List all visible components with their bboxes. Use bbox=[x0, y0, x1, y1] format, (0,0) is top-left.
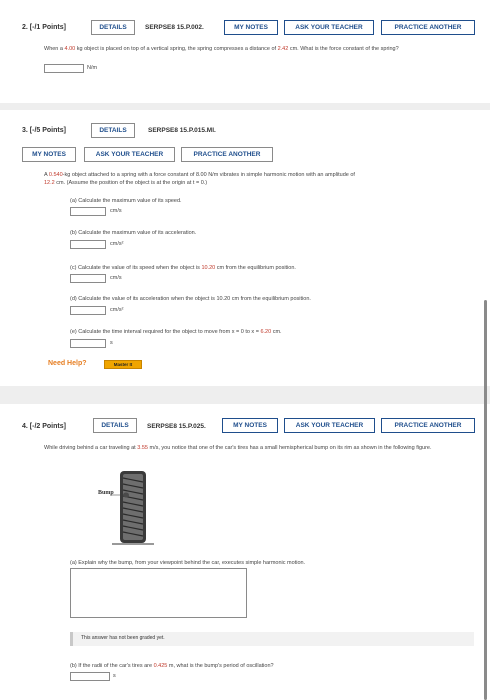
question-text-part: -kg object attached to a spring with a force constant of 8.00 N/m vibrates in simple harmonic motion with an amplitude of bbox=[62, 172, 355, 178]
question-code: SERPSE8 15.P.025. bbox=[147, 423, 206, 430]
not-graded-notice: This answer has not been graded yet. bbox=[70, 632, 474, 646]
radius-value: 0.425 bbox=[153, 663, 168, 669]
my-notes-button[interactable]: MY NOTES bbox=[222, 418, 278, 433]
details-button[interactable]: DETAILS bbox=[91, 20, 135, 35]
tire-icon bbox=[92, 468, 162, 548]
practice-another-button[interactable]: PRACTICE ANOTHER bbox=[181, 147, 273, 162]
speed-value: 3.55 bbox=[137, 445, 148, 451]
answer-input[interactable] bbox=[70, 339, 106, 348]
position-value: 6.20 bbox=[260, 329, 272, 335]
my-notes-button[interactable]: MY NOTES bbox=[22, 147, 76, 162]
answer-input[interactable] bbox=[70, 672, 110, 681]
part-text: cm from the equilibrium position. bbox=[215, 265, 296, 271]
part-a-label: (a) Calculate the maximum value of its speed. bbox=[70, 198, 182, 204]
question-text-part: When a bbox=[44, 46, 65, 52]
question-2-panel bbox=[0, 0, 490, 100]
question-text bbox=[44, 171, 474, 187]
question-2-header: 2. [-/1 Points] bbox=[22, 24, 66, 31]
bump-label: Bump bbox=[98, 490, 114, 496]
question-text bbox=[44, 444, 474, 452]
distance-value: 2.42 bbox=[277, 46, 289, 52]
practice-another-button[interactable]: PRACTICE ANOTHER bbox=[381, 418, 475, 433]
part-text: (c) Calculate the value of its speed when the object is bbox=[70, 265, 202, 271]
question-code: SERPSE8 15.P.002. bbox=[145, 24, 204, 31]
master-it-button[interactable]: Master It bbox=[104, 360, 142, 369]
part-text: m, what is the bump's period of oscillation? bbox=[167, 663, 274, 669]
ask-teacher-button[interactable]: ASK YOUR TEACHER bbox=[84, 147, 175, 162]
part-e-label bbox=[70, 328, 282, 336]
details-button[interactable]: DETAILS bbox=[91, 123, 135, 138]
separator bbox=[0, 103, 490, 110]
distance-value: 10.20 bbox=[201, 265, 216, 271]
practice-another-button[interactable]: PRACTICE ANOTHER bbox=[381, 20, 475, 35]
part-text: cm. bbox=[271, 329, 282, 335]
mass-value: 0.540 bbox=[48, 172, 63, 178]
part-a-label: (a) Explain why the bump, from your viewpoint behind the car, executes simple harmonic motion. bbox=[70, 560, 306, 566]
question-code: SERPSE8 15.P.015.MI. bbox=[148, 127, 216, 134]
question-text-part: kg object is placed on top of a vertical spring, the spring compresses a distance of bbox=[75, 46, 278, 52]
ask-teacher-button[interactable]: ASK YOUR TEACHER bbox=[284, 418, 375, 433]
answer-input[interactable] bbox=[70, 306, 106, 315]
answer-input[interactable] bbox=[70, 207, 106, 216]
need-help-label: Need Help? bbox=[48, 360, 87, 367]
question-3-panel bbox=[0, 110, 490, 385]
question-text bbox=[44, 45, 474, 53]
my-notes-button[interactable]: MY NOTES bbox=[224, 20, 278, 35]
answer-input[interactable] bbox=[70, 274, 106, 283]
part-b-label: (b) Calculate the maximum value of its acceleration. bbox=[70, 230, 197, 236]
part-text: (e) Calculate the time interval required for the object to move from x = 0 to x = bbox=[70, 329, 261, 335]
question-text-part: A bbox=[44, 172, 49, 178]
unit-label: s bbox=[113, 673, 116, 679]
unit-label: cm/s bbox=[110, 275, 122, 281]
amplitude-value: 12.2 bbox=[44, 180, 55, 186]
question-text-part: m/s, you notice that one of the car's tires has a small hemispherical bump on its rim as shown in the following figure. bbox=[147, 445, 432, 451]
question-4-header: 4. [-/2 Points] bbox=[22, 423, 66, 430]
question-3-header: 3. [-/5 Points] bbox=[22, 127, 66, 134]
unit-label: s bbox=[110, 340, 113, 346]
unit-label: N/m bbox=[87, 65, 98, 71]
details-button[interactable]: DETAILS bbox=[93, 418, 137, 433]
part-b-label bbox=[70, 662, 274, 670]
unit-label: cm/s bbox=[110, 208, 122, 214]
explanation-textarea[interactable] bbox=[70, 568, 247, 618]
unit-label: cm/s² bbox=[110, 307, 124, 313]
part-text: (b) If the radii of the car's tires are bbox=[70, 663, 154, 669]
separator bbox=[0, 386, 490, 404]
mass-value: 4.00 bbox=[64, 46, 76, 52]
unit-label: cm/s² bbox=[110, 241, 124, 247]
answer-input[interactable] bbox=[44, 64, 84, 73]
ask-teacher-button[interactable]: ASK YOUR TEACHER bbox=[284, 20, 374, 35]
question-text-part: cm. (Assume the position of the object is at the origin at t = 0.) bbox=[54, 180, 208, 186]
question-4-panel bbox=[0, 404, 490, 700]
tire-figure bbox=[92, 468, 162, 548]
question-text-part: cm. What is the force constant of the spring? bbox=[288, 46, 399, 52]
answer-input[interactable] bbox=[70, 240, 106, 249]
part-c-label bbox=[70, 264, 296, 272]
scrollbar[interactable] bbox=[484, 300, 487, 700]
part-d-label: (d) Calculate the value of its acceleration when the object is 10.20 cm from the equilibrium position. bbox=[70, 296, 311, 302]
question-text-part: While driving behind a car traveling at bbox=[44, 445, 138, 451]
